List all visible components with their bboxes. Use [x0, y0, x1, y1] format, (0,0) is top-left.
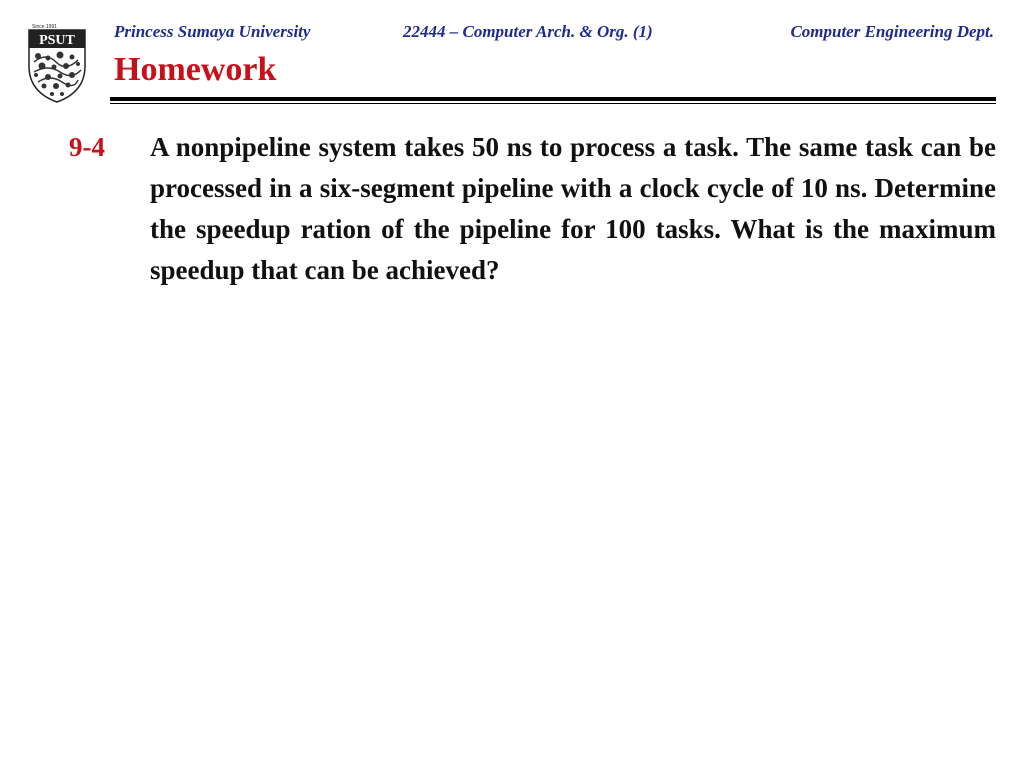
- psut-logo: [26, 20, 88, 104]
- logo-text: PSUT: [39, 33, 75, 48]
- header-course: 22444 – Computer Arch. & Org. (1): [403, 22, 653, 41]
- header-department: Computer Engineering Dept.: [790, 22, 994, 41]
- header-divider-thick: [110, 97, 996, 101]
- header-university: Princess Sumaya University: [114, 22, 311, 41]
- problem-number: 9-4: [69, 132, 105, 162]
- page-title: Homework: [114, 51, 277, 88]
- logo-since: Since 1991: [32, 24, 58, 30]
- problem-text: A nonpipeline system takes 50 ns to process a task. The same task can be processed in a six-segment pipeline with a clock cycle of 10 ns. Determine the speedup ration of the pipeline for 100 tasks. What is the maximum speedup that can be achieved?: [150, 132, 996, 285]
- header-divider-thin: [110, 103, 996, 104]
